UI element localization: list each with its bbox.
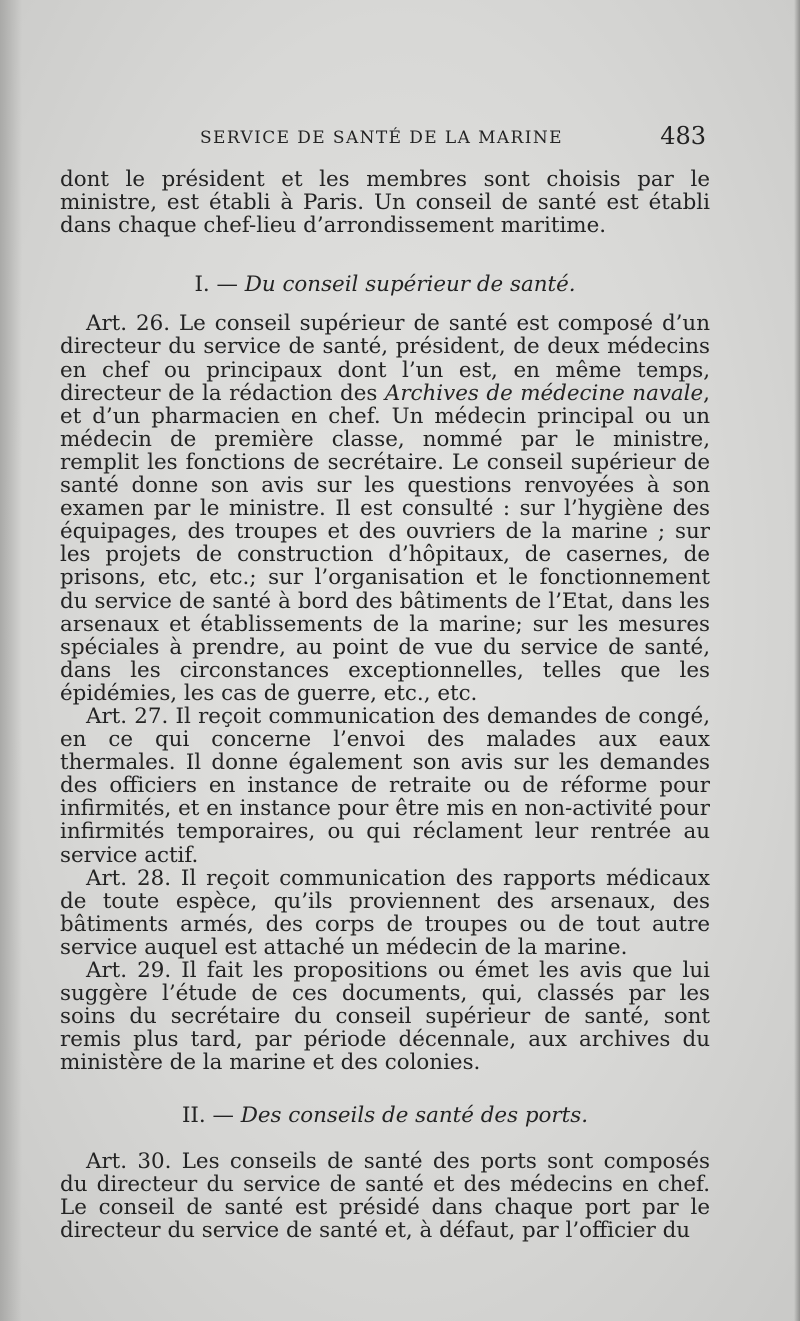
article-26-part-2: , et d’un pharmacien en chef. Un médecin principal ou un médecin de première classe, nommé par le ministre, remplit les fonctions de secrétaire. Le conseil supérieur de santé donne son avis sur les questions renvoyées à son examen par le ministre. Il est consulté : sur l’hygiène des équipages, des troupes et des ouvriers de la marine ; sur les projets de construction d’hôpitaux, de casernes, de prisons, etc, etc.; sur l’organisation et le fonctionnement du service de santé à bord des bâtiments de l’Etat, dans les arsenaux et établissements de la marine; sur les mesures spéciales à prendre, au point de vue du service de santé, dans les circonstances exceptionnelles, telles que les épidémies, les cas de guerre, etc., etc. [60,380,710,706]
article-26 [60,312,710,705]
page-shadow-left [0,0,22,1321]
intro-paragraph: dont le président et les membres sont choisis par le ministre, est établi à Paris. Un conseil de santé est établi dans chaque chef-lieu d’arrondissement maritime. [60,167,710,239]
page-shadow-right [794,0,800,1321]
article-30: Art. 30. Les conseils de santé des ports sont composés du directeur du service de santé et des médecins en chef. Le conseil de santé est présidé dans chaque port par le directeur du service de santé et, à défaut, par l’officier du [60,1148,710,1243]
article-26-italic-title: Archives de médecine navale [384,380,704,406]
page-body [60,168,710,1242]
section-2-title: Des conseils de santé des ports. [240,1103,589,1129]
section-heading-2 [60,1104,710,1127]
article-26-part-1: Art. 26. Le conseil supérieur de santé est composé d’un directeur du service de santé, président, de deux médecins en chef ou principaux dont l’un est, en même temps, directeur de la rédaction des [60,311,710,406]
page-number: 483 [660,122,706,150]
running-head: SERVICE DE SANTÉ DE LA MARINE [200,128,563,148]
section-1-title: Du conseil supérieur de santé. [244,272,576,298]
page-header [60,122,710,154]
section-2-numeral: II. — [181,1103,234,1129]
article-28: Art. 28. Il reçoit communication des rapports médicaux de toute espèce, qu’ils proviennent des arsenaux, des bâtiments armés, des corps de troupes ou de tout autre service auquel est attaché un médecin de la marine. [60,865,710,960]
article-27: Art. 27. Il reçoit communication des demandes de congé, en ce qui concerne l’envoi des malades aux eaux thermales. Il donne également son avis sur les demandes des officiers en instance de retraite ou de réforme pour infirmités, et en instance pour être mis en non-activité pour infirmités temporaires, ou qui réclament leur rentrée au service actif. [60,703,710,868]
section-1-numeral: I. — [194,272,238,298]
article-29: Art. 29. Il fait les propositions ou émet les avis que lui suggère l’étude de ces documents, qui, classés par les soins du secrétaire du conseil supérieur de santé, sont remis plus tard, par période décennale, aux archives du ministère de la marine et des colonies. [60,958,710,1076]
section-heading-1 [60,273,710,296]
